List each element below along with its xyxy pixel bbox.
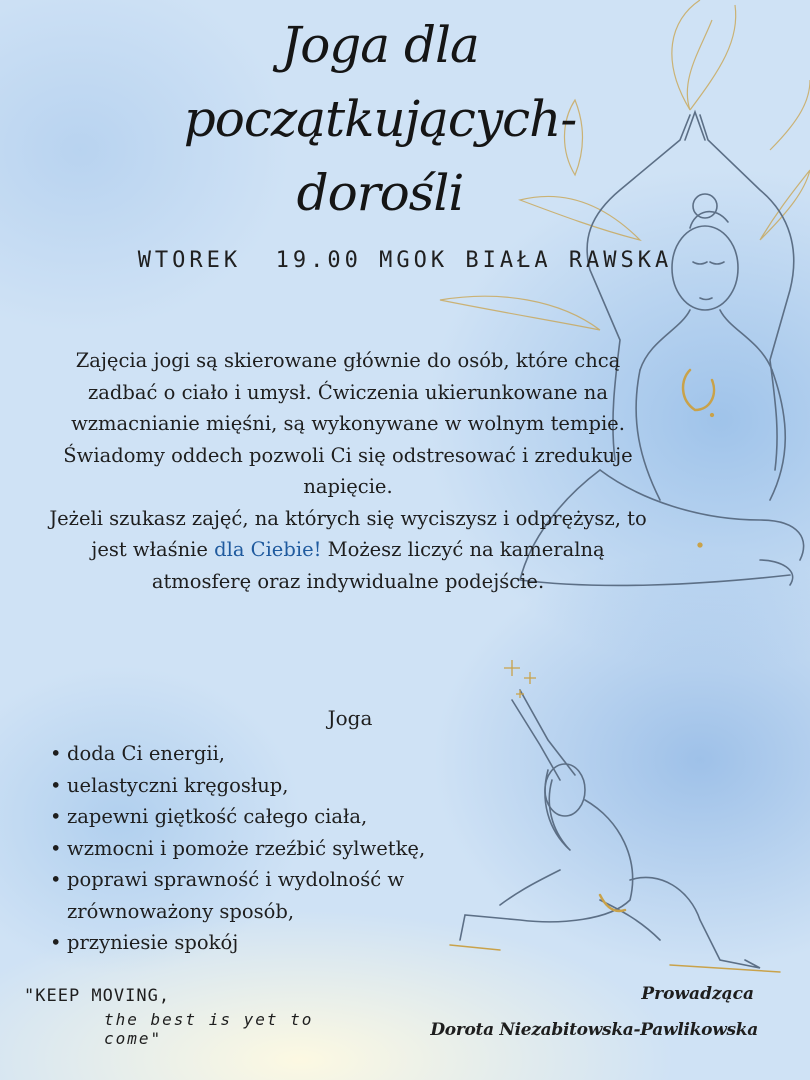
instructor-label: Prowadząca xyxy=(641,984,754,1004)
benefits-list xyxy=(50,738,520,959)
description-paragraph: Zajęcia jogi są skierowane głównie do osób, które chcą zadbać o ciało i umysł. Ćwiczenia ukierunkowane na wzmacnianie mięśni, są wykonywane w wolnym tempie. Świadomy oddech pozwoli Ci się odstresować i zredukuje napięcie. xyxy=(63,349,633,498)
title-line: początkujących- xyxy=(183,90,577,148)
quote-line: "KEEP MOVING, xyxy=(24,986,171,1006)
description-highlight: dla Ciebie! xyxy=(214,538,322,561)
description-text: Możesz liczyć na kameralną atmosferę oraz indywidualne podejście. xyxy=(151,538,605,593)
title-line: Joga dla xyxy=(281,16,479,74)
motivational-quote xyxy=(24,986,324,1048)
description-paragraph xyxy=(40,503,656,598)
list-item: • przyniesie spokój xyxy=(50,927,520,959)
quote-line: the best is yet to come" xyxy=(104,1010,314,1048)
poster-title xyxy=(150,8,610,230)
list-item: • poprawi sprawność i wydolność w zrównoważony sposób, xyxy=(50,864,520,927)
list-item: • uelastyczni kręgosłup, xyxy=(50,770,520,802)
description-text: Jeżeli szukasz zajęć, na których się wyciszysz i odprężysz, to jest właśnie xyxy=(49,506,647,561)
instructor-name: Dorota Niezabitowska-Pawlikowska xyxy=(430,1020,758,1040)
list-item: • zapewni giętkość całego ciała, xyxy=(50,801,520,833)
list-item: • wzmocni i pomoże rzeźbić sylwetkę, xyxy=(50,833,520,865)
benefits-heading: Joga xyxy=(327,706,373,730)
list-item: • doda Ci energii, xyxy=(50,738,520,770)
title-line: dorośli xyxy=(296,164,464,222)
schedule-info: WTOREK 19.00 MGOK BIAŁA RAWSKA xyxy=(137,248,673,273)
class-description xyxy=(40,345,656,597)
